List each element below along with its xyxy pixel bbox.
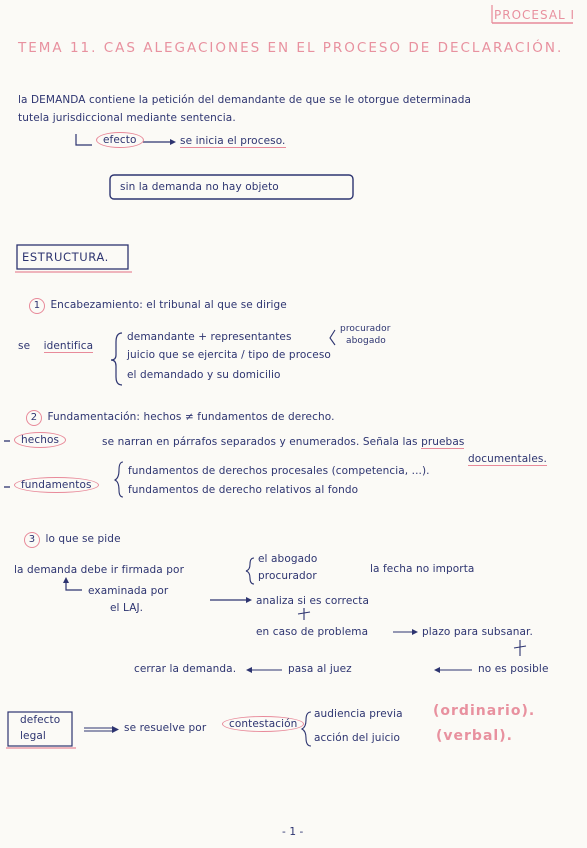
rep-abogado: abogado — [346, 336, 386, 346]
defect-label-2: legal — [20, 730, 46, 742]
section-2-title: Fundamentación: hechos ≠ fundamentos de derecho. — [47, 411, 335, 423]
effect-word: efecto — [96, 132, 144, 148]
identify-prefix: se — [18, 340, 31, 352]
s1-item-1: demandante + representantes — [127, 331, 292, 343]
defect-label-1: defecto — [20, 714, 61, 726]
lawyer-line-2: el LAJ. — [110, 602, 144, 614]
s1-item-2: juicio que se ejercita / tipo de proceso — [127, 349, 331, 361]
analyze-text: analiza si es correcta — [256, 595, 370, 607]
boxed-note: sin la demanda no hay objeto — [120, 181, 279, 193]
signer-abogado: el abogado — [258, 553, 318, 565]
lawyer-line-1: examinada por — [88, 585, 169, 597]
section-1-title: Encabezamiento: el tribunal al que se dirige — [50, 299, 287, 311]
close-text: cerrar la demanda. — [134, 663, 237, 675]
page-number: - 1 - — [282, 826, 304, 838]
section-3-number: 3 — [24, 532, 40, 548]
section-1-number: 1 — [29, 298, 45, 314]
identify-word: identifica — [43, 340, 94, 352]
rep-procurador: procurador — [340, 324, 391, 334]
option-1-type: (ordinario). — [433, 703, 536, 719]
section-2 — [26, 410, 335, 426]
course-tag: PROCESAL I — [494, 8, 576, 22]
hechos-pruebas: pruebas — [421, 436, 465, 448]
problem-text: en caso de problema — [256, 626, 369, 638]
defect-resolved: se resuelve por — [124, 722, 207, 734]
remedy-text: plazo para subsanar. — [422, 626, 533, 638]
page-title: TEMA 11. CAS ALEGACIONES EN EL PROCESO DE DECLARACIÓN. — [18, 40, 564, 56]
signer-procurador: procurador — [258, 570, 317, 582]
fund-item-1: fundamentos de derechos procesales (competencia, ...). — [128, 465, 430, 477]
hechos-text: se narran en párrafos separados y enumerados. Señala las — [102, 436, 418, 448]
fund-item-2: fundamentos de derecho relativos al fondo — [128, 484, 359, 496]
section-2-number: 2 — [26, 410, 42, 426]
structure-heading: ESTRUCTURA. — [22, 250, 109, 264]
section-3-title: lo que se pide — [45, 533, 121, 545]
intro-line-1: la DEMANDA contiene la petición del demandante de que se le otorgue determinada — [18, 94, 472, 106]
intro-line-2: tutela jurisdiccional mediante sentencia. — [18, 112, 236, 124]
signed-prefix: la demanda debe ir firmada por — [14, 564, 184, 576]
fundamentos-label: fundamentos — [14, 477, 99, 493]
hechos-label: hechos — [14, 432, 66, 448]
s1-item-3: el demandado y su domicilio — [127, 369, 281, 381]
section-3 — [24, 532, 121, 548]
hechos-documentales: documentales. — [468, 453, 547, 465]
effect-result: se inicia el proceso. — [180, 135, 286, 147]
option-2-type: (verbal). — [436, 728, 513, 744]
not-possible-text: no es posible — [478, 663, 549, 675]
contestation-word: contestación — [222, 716, 304, 732]
judge-text: pasa al juez — [288, 663, 352, 675]
date-text: la fecha no importa — [370, 563, 475, 575]
option-2-text: acción del juicio — [314, 732, 400, 744]
option-1-text: audiencia previa — [314, 708, 403, 720]
section-1 — [29, 298, 287, 314]
